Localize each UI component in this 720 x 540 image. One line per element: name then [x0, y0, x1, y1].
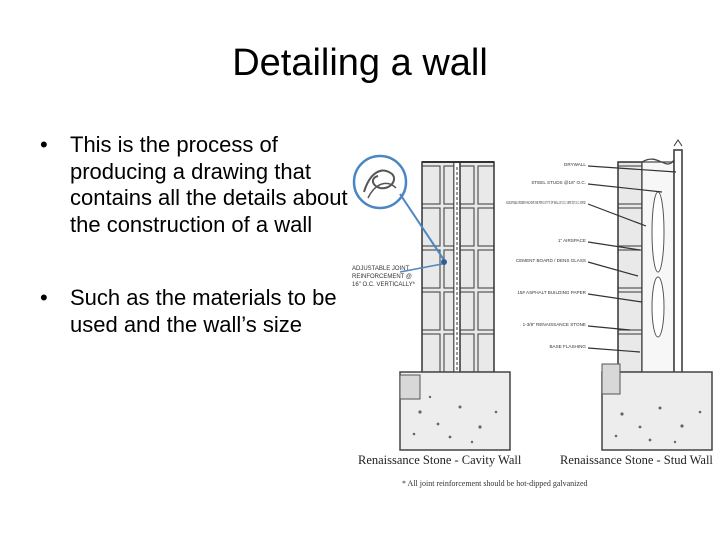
bullet-dot: •: [40, 132, 48, 157]
stud-wall-label: ADJUSTABLE VENEER ANCHOR ONE PER 2.67 F^2 OF WALL 16" O.C. VERT./16" O.C. HORIZ.: [506, 200, 586, 205]
bullet-list: [40, 132, 360, 385]
bullet-item: [40, 132, 360, 238]
stud-wall-label: DRYWALL: [564, 162, 586, 167]
stud-wall-caption: Renaissance Stone - Stud Wall: [560, 453, 713, 467]
joint-label-line: REINFORCEMENT @: [352, 274, 412, 280]
outer-masonry-wythe: [422, 162, 454, 377]
figure-footnote: * All joint reinforcement should be hot-dipped galvanized: [402, 479, 588, 488]
stud-wall-label: BASE FLASHING: [549, 344, 586, 349]
wall-detail-drawing: [340, 122, 720, 502]
drywall: [674, 150, 682, 382]
joint-detail-magnifier: [354, 156, 406, 208]
stud-wall-label: CEMENT BOARD / DENS GLASS: [515, 258, 586, 263]
stud-wall-label: STEEL STUDS @16" O.C.: [531, 180, 586, 185]
stud-wall-section: [506, 140, 712, 450]
cavity-wall-caption: Renaissance Stone - Cavity Wall: [358, 453, 522, 467]
stone-veneer: [618, 162, 642, 377]
wall-detail-figure: [340, 122, 720, 502]
bullet-text: Such as the materials to be used and the wall’s size: [70, 285, 337, 337]
joint-label-line: 16" O.C. VERTICALLY*: [352, 282, 415, 288]
bullet-item: [40, 285, 360, 338]
stud-wall-label: 15# ASPHALT BUILDING PAPER: [517, 290, 586, 295]
bullet-dot: •: [40, 285, 48, 310]
insulation: [652, 192, 664, 272]
stud-wall-label: 1" AIRSPACE: [557, 238, 586, 243]
bullet-text: This is the process of producing a drawing that contains all the details about the construction of a wall: [70, 132, 348, 237]
joint-label-line: ADJUSTABLE JOINT: [352, 266, 410, 272]
inner-block-wythe: [460, 162, 494, 377]
slide-title: Detailing a wall: [232, 42, 488, 84]
stud-wall-label: 1-3/8" RENAISSANCE STONE: [522, 322, 586, 327]
cavity-wall-section: [352, 156, 510, 450]
